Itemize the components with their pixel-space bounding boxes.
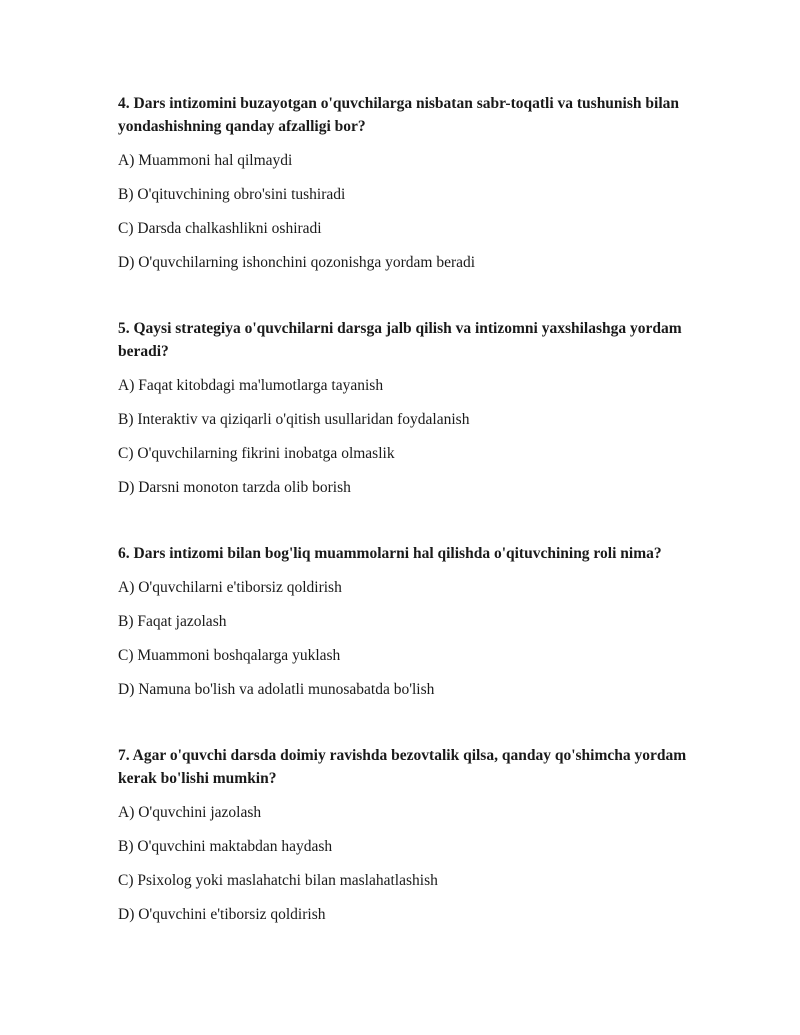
question-6 — [118, 542, 690, 701]
question-7 — [118, 744, 690, 926]
option-a: A) O'quvchilarni e'tiborsiz qoldirish — [118, 579, 342, 596]
option-d: D) Namuna bo'lish va adolatli munosabatda bo'lish — [118, 681, 435, 698]
question-text: 7. Agar o'quvchi darsda doimiy ravishda bezovtalik qilsa, qanday qo'shimcha yordam kerak bo'lishi mumkin? — [118, 747, 687, 787]
option-c: C) Darsda chalkashlikni oshiradi — [118, 220, 322, 237]
option-c: C) Muammoni boshqalarga yuklash — [118, 647, 341, 664]
question-4 — [118, 92, 690, 274]
option-c: C) O'quvchilarning fikrini inobatga olmaslik — [118, 445, 395, 462]
option-a: A) Muammoni hal qilmaydi — [118, 152, 293, 169]
option-d: D) O'quvchini e'tiborsiz qoldirish — [118, 906, 326, 923]
question-text: 4. Dars intizomini buzayotgan o'quvchilarga nisbatan sabr-toqatli va tushunish bilan yondashishning qanday afzalligi bor? — [118, 95, 679, 135]
question-text: 6. Dars intizomi bilan bog'liq muammolarni hal qilishda o'qituvchining roli nima? — [118, 545, 662, 562]
option-b: B) O'quvchini maktabdan haydash — [118, 838, 333, 855]
option-b: B) O'qituvchining obro'sini tushiradi — [118, 186, 346, 203]
option-b: B) Interaktiv va qiziqarli o'qitish usullaridan foydalanish — [118, 411, 470, 428]
option-d: D) Darsni monoton tarzda olib borish — [118, 479, 351, 496]
option-a: A) Faqat kitobdagi ma'lumotlarga tayanish — [118, 377, 384, 394]
option-d: D) O'quvchilarning ishonchini qozonishga yordam beradi — [118, 254, 476, 271]
option-a: A) O'quvchini jazolash — [118, 804, 262, 821]
option-c: C) Psixolog yoki maslahatchi bilan maslahatlashish — [118, 872, 438, 889]
question-text: 5. Qaysi strategiya o'quvchilarni darsga jalb qilish va intizomni yaxshilashga yordam beradi? — [118, 320, 682, 360]
question-5 — [118, 317, 690, 499]
option-b: B) Faqat jazolash — [118, 613, 227, 630]
